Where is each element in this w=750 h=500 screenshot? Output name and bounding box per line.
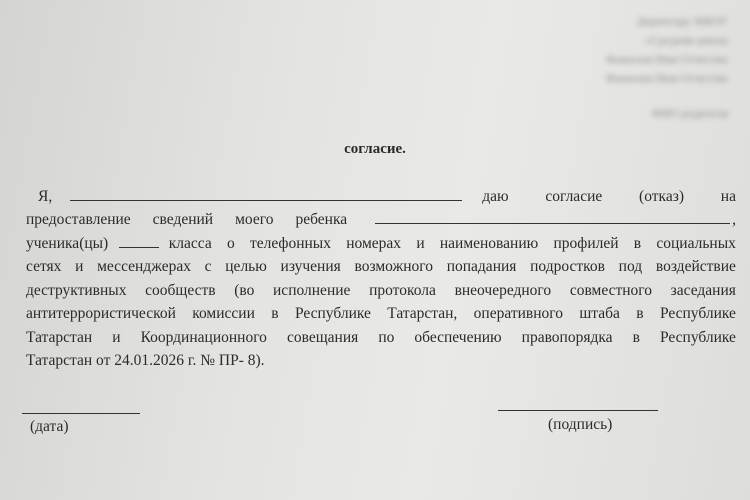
- word: Татарстан: [26, 329, 93, 346]
- word: наименованию: [439, 235, 539, 252]
- consent-line-5: [26, 280, 736, 302]
- recipient-block: [588, 12, 728, 123]
- word: ,: [732, 211, 736, 228]
- word: ученика(цы): [26, 235, 109, 252]
- word: (отказ): [639, 188, 684, 205]
- word: согласие: [545, 188, 603, 205]
- word: сетях: [26, 258, 62, 275]
- consent-line-8: [26, 350, 736, 372]
- recipient-line: Фамилия Имя Отчество: [605, 52, 728, 66]
- word: социальных: [656, 235, 736, 252]
- word: Татарстан,: [387, 305, 458, 322]
- word: в: [632, 329, 640, 346]
- word: правопорядка: [521, 329, 613, 346]
- word: в: [636, 305, 644, 322]
- word: Татарстан от 24.01.2026 г. № ПР- 8).: [26, 352, 265, 369]
- word: подростков: [530, 258, 605, 275]
- recipient-line: «Средняя школа: [644, 33, 728, 47]
- consent-line-3: [26, 233, 736, 255]
- word: совместного: [569, 282, 653, 299]
- word: и: [416, 235, 425, 252]
- word: комиссии: [192, 305, 255, 322]
- word: с: [204, 258, 212, 275]
- word: телефонных: [249, 235, 331, 252]
- recipient-line: Фамилия Имя Отчество: [605, 71, 728, 85]
- word: попадания: [446, 258, 517, 275]
- word: деструктивных: [26, 282, 127, 299]
- word: штаба: [579, 305, 620, 322]
- date-label: (дата): [30, 418, 69, 435]
- word: Республике: [659, 305, 736, 322]
- consent-line-7: [26, 327, 736, 349]
- signature-label: (подпись): [548, 416, 613, 433]
- word: протокола: [369, 282, 436, 299]
- consent-line-1: [26, 186, 736, 208]
- word: профилей: [553, 235, 619, 252]
- word: (во: [234, 282, 255, 299]
- word: даю: [482, 188, 509, 205]
- signature-line[interactable]: [498, 410, 658, 411]
- recipient-line: ФИО родителя: [651, 106, 728, 120]
- word: на: [720, 188, 736, 205]
- class-blank[interactable]: [119, 233, 159, 248]
- word: мессенджерах: [97, 258, 191, 275]
- recipient-line: Директору МБОУ: [636, 14, 728, 28]
- word: возможного: [354, 258, 433, 275]
- word: по: [378, 329, 395, 346]
- word: внеочередного: [454, 282, 552, 299]
- word: моего: [235, 211, 274, 228]
- word: антитеррористической: [26, 305, 176, 322]
- word: предоставление: [26, 211, 131, 228]
- consent-line-6: [26, 303, 736, 325]
- word: обеспечению: [414, 329, 502, 346]
- word: в: [633, 235, 642, 252]
- word: в: [271, 305, 279, 322]
- date-line[interactable]: [22, 413, 140, 414]
- word: целью: [225, 258, 267, 275]
- word: воздействие: [655, 258, 736, 275]
- word: номерах: [346, 235, 402, 252]
- word: и: [75, 258, 84, 275]
- document-title: согласие.: [344, 141, 406, 157]
- word: о: [226, 235, 235, 252]
- parent-name-blank[interactable]: [70, 186, 462, 201]
- word: Республике: [659, 329, 736, 346]
- word: и: [112, 329, 121, 346]
- word: исполнение: [273, 282, 351, 299]
- word: сообществ: [145, 282, 216, 299]
- word: ребенка: [295, 211, 348, 228]
- word: сведений: [152, 211, 214, 228]
- word: изучения: [280, 258, 341, 275]
- consent-line-4: [26, 256, 736, 278]
- child-name-blank[interactable]: [375, 209, 730, 224]
- word: оперативного: [473, 305, 563, 322]
- word: Я,: [38, 188, 53, 205]
- word: класса: [168, 235, 212, 252]
- consent-line-2: [26, 209, 736, 231]
- word: заседания: [670, 282, 736, 299]
- word: под: [618, 258, 643, 275]
- word: Республике: [294, 305, 371, 322]
- word: совещания: [286, 329, 359, 346]
- word: Координационного: [140, 329, 267, 346]
